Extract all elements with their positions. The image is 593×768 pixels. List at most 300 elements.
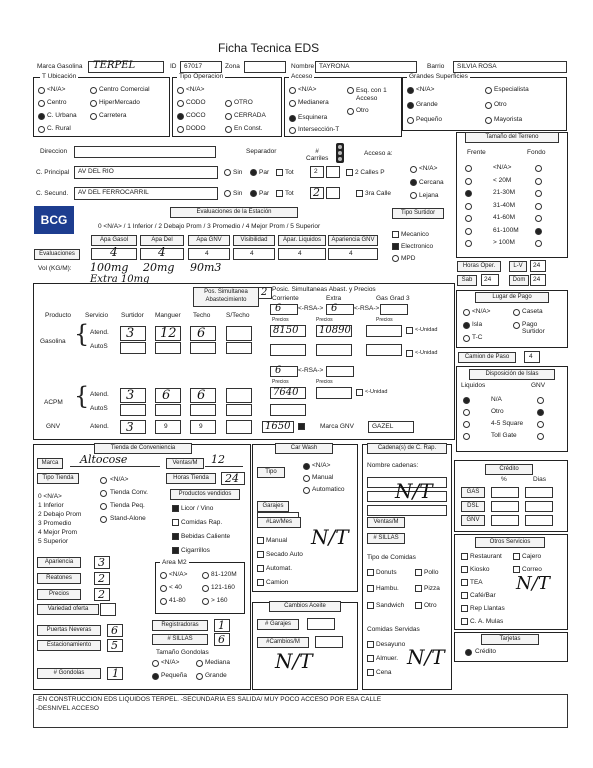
- cadena-nombre-field-3[interactable]: [367, 505, 447, 516]
- gnv-marca-field[interactable]: [368, 421, 414, 433]
- principal-carriles-field[interactable]: [310, 166, 324, 178]
- secundaria-value: AV DEL FERROCARRIL: [78, 189, 149, 196]
- pago-na-radio[interactable]: [463, 309, 470, 316]
- principal-par-radio[interactable]: [250, 169, 257, 176]
- operacion-dodo-radio[interactable]: [177, 126, 184, 133]
- terreno-frente-radio-3[interactable]: [465, 203, 472, 210]
- ubicacion-centro-label: Centro: [47, 99, 67, 106]
- operacion-group: [172, 73, 282, 137]
- acpm-unidad-check[interactable]: [356, 389, 363, 396]
- acpm-manguera-field[interactable]: [155, 388, 181, 403]
- area-41-label: 41-80: [169, 597, 186, 604]
- terreno-row-label-0: <N/A>: [493, 164, 512, 171]
- gas-techo-auto-field[interactable]: [190, 342, 216, 354]
- gas-autos-label: AutoS: [90, 343, 108, 350]
- ubicacion-carretera-label: Carretera: [99, 112, 127, 119]
- corriente-label: Corriente: [272, 295, 299, 302]
- secundaria-carriles-value: 2: [313, 186, 320, 199]
- surtidor-mpd-radio[interactable]: [392, 255, 399, 262]
- superficies-otro-label: Otro: [494, 101, 507, 108]
- acpm-precio-3-field[interactable]: [270, 404, 306, 416]
- operacion-na-radio[interactable]: [177, 87, 184, 94]
- gasolina-brace: {: [74, 320, 90, 348]
- cambios-garajes-field[interactable]: [307, 618, 335, 630]
- gnv-surtidor-field[interactable]: [120, 420, 146, 434]
- terreno-fondo-radio-0[interactable]: [535, 165, 542, 172]
- col-stecho: S/Techo: [226, 312, 250, 319]
- otros-check-3[interactable]: [513, 566, 520, 573]
- col-manguera: Manguer: [155, 312, 181, 319]
- eval-col-0: Apa Gasol: [91, 235, 137, 246]
- pago-surtidor-label: Pago Surtidor: [522, 321, 545, 335]
- area-na-radio[interactable]: [160, 572, 167, 579]
- otros-check-5[interactable]: [461, 592, 468, 599]
- tienda-sillas-value: 6: [218, 633, 225, 646]
- eval-value-field-3[interactable]: [233, 248, 275, 260]
- secundaria-carriles-field-2[interactable]: [326, 187, 340, 199]
- secundaria-par-label: Par: [259, 190, 270, 197]
- comida-pizza-check[interactable]: [415, 585, 422, 592]
- terreno-fondo-radio-3[interactable]: [535, 203, 542, 210]
- gnv-manguera-field[interactable]: [155, 420, 181, 434]
- id-label: ID: [170, 63, 177, 70]
- acpm-pos-value: 6: [275, 365, 282, 376]
- gnv-check[interactable]: [298, 423, 305, 430]
- apariencia-field[interactable]: [94, 556, 110, 569]
- secundaria-par-radio[interactable]: [250, 190, 257, 197]
- barrio-label: Barrio: [427, 63, 445, 70]
- acceso-na-radio[interactable]: [289, 87, 296, 94]
- secundaria-sin-radio[interactable]: [224, 190, 231, 197]
- principal-par-label: Par: [259, 169, 270, 176]
- terreno-row-label-4: 41-60M: [493, 214, 516, 221]
- terreno-row-label-1: < 20M: [493, 176, 512, 184]
- gnv-stecho-field[interactable]: [226, 420, 252, 434]
- gas-precio-c2-field[interactable]: [270, 344, 306, 356]
- acceso-title: Acceso: [291, 73, 313, 80]
- gnv-atend-label: Atend.: [90, 423, 109, 430]
- comida-donuts-label: Donuts: [376, 569, 397, 576]
- islas-liq-radio-2[interactable]: [463, 421, 470, 428]
- acpm-stecho-auto-field[interactable]: [226, 404, 252, 416]
- gnv-precio-field[interactable]: [262, 421, 294, 433]
- prod-cigarrillos-check[interactable]: [172, 547, 179, 554]
- direccion-field[interactable]: [74, 146, 216, 158]
- otros-check-2[interactable]: [461, 566, 468, 573]
- camion-label: Camion de Paso: [458, 352, 516, 363]
- nombre-value: TAYRONA: [319, 63, 350, 70]
- tienda-scale-1: 1 Inferior: [38, 502, 64, 509]
- islas-gnv-radio-0[interactable]: [537, 397, 544, 404]
- superficies-group: [402, 73, 567, 131]
- operacion-codo-radio[interactable]: [177, 100, 184, 107]
- area-title: Area M2: [162, 559, 187, 566]
- islas-gnv-radio-1[interactable]: [537, 409, 544, 416]
- registradoras-value: 1: [218, 619, 225, 632]
- surtidor-mpd-label: MPD: [401, 255, 416, 262]
- acpm-pos-field[interactable]: [270, 366, 298, 377]
- calles-p-check[interactable]: [346, 169, 353, 176]
- principal-field[interactable]: [74, 166, 218, 179]
- operacion-enconst-radio[interactable]: [225, 126, 232, 133]
- gas-pos-g-field[interactable]: [380, 304, 408, 315]
- otros-check-7[interactable]: [461, 618, 468, 625]
- gas-pos-c-field[interactable]: [270, 304, 298, 315]
- eval-value-field-5[interactable]: [328, 248, 378, 260]
- superficies-na-label: <N/A>: [416, 86, 435, 93]
- reatones-value: 2: [98, 572, 105, 585]
- terreno-frente-radio-4[interactable]: [465, 215, 472, 222]
- servicio-desayuno-check[interactable]: [367, 641, 374, 648]
- operacion-otro-radio[interactable]: [225, 100, 232, 107]
- tam-mediana-label: Mediana: [205, 659, 230, 666]
- marca-label: Marca Gasolina: [37, 63, 83, 70]
- gas-precio-c-value: 8150: [273, 325, 299, 336]
- secundaria-carriles-field[interactable]: [310, 187, 324, 199]
- gas-surtidor-field[interactable]: [120, 326, 146, 341]
- gas-precio-g2-field[interactable]: [366, 344, 402, 356]
- gnv-techo-field[interactable]: [190, 420, 216, 434]
- terreno-fondo-radio-6[interactable]: [535, 240, 542, 247]
- gas-manguera-auto-field[interactable]: [155, 342, 181, 354]
- carwash-tipo-label: Tipo: [257, 467, 285, 478]
- ubicacion-group: [33, 73, 170, 137]
- area-121-label: 121-160: [211, 584, 235, 591]
- surtidor-electronico-check[interactable]: [392, 243, 399, 250]
- prod-bebidas-check[interactable]: [172, 533, 179, 540]
- tam-pequena-radio[interactable]: [152, 673, 159, 680]
- terreno-row-label-5: 61-100M: [493, 226, 519, 234]
- tienda-tipo-stand-radio[interactable]: [100, 516, 107, 523]
- gas-surtidor-auto-field[interactable]: [120, 342, 146, 354]
- acceso-a-label: Acceso a:: [364, 150, 393, 157]
- pago-caseta-radio[interactable]: [513, 309, 520, 316]
- surtidor-electronico-label: Electronico: [401, 243, 434, 250]
- acpm-stecho-field[interactable]: [226, 388, 252, 403]
- surtidor-mecanico-check[interactable]: [392, 231, 399, 238]
- area-group: [155, 559, 245, 614]
- gas-unidad-check[interactable]: [406, 327, 413, 334]
- ubicacion-rural-radio[interactable]: [38, 126, 45, 133]
- gnv-manguera-value: 9: [164, 423, 168, 430]
- terreno-frente-radio-5[interactable]: [465, 228, 472, 235]
- credito-row-label-0: GAS: [461, 487, 485, 498]
- islas-gnv-radio-2[interactable]: [537, 421, 544, 428]
- acpm-manguera-auto-field[interactable]: [155, 404, 181, 416]
- barrio-field[interactable]: [453, 61, 567, 73]
- servicio-almuer-check[interactable]: [367, 655, 374, 662]
- principal-carriles-value: 2: [314, 168, 318, 175]
- cadena-nombre-label: Nombre cadenas:: [367, 462, 419, 469]
- gondolas-value: 1: [112, 667, 119, 680]
- tienda-tipo-peq-radio[interactable]: [100, 503, 107, 510]
- area-41-radio[interactable]: [160, 598, 167, 605]
- carwash-manual-radio[interactable]: [303, 475, 310, 482]
- comida-pollo-label: Pollo: [424, 569, 439, 576]
- credito-pct-field-0[interactable]: [491, 487, 519, 498]
- marca-field[interactable]: [88, 61, 164, 73]
- terreno-fondo-radio-4[interactable]: [535, 215, 542, 222]
- acpm-precio-2-field[interactable]: [316, 387, 352, 399]
- acceso-group: [284, 73, 402, 137]
- carwash-manual-label: Manual: [312, 474, 334, 481]
- islas-gnv-radio-3[interactable]: [537, 433, 544, 440]
- operacion-coco-radio[interactable]: [177, 113, 184, 120]
- terreno-frente-radio-2[interactable]: [465, 190, 472, 197]
- credito-dias-field-0[interactable]: [525, 487, 553, 498]
- otros-check-1[interactable]: [513, 553, 520, 560]
- terreno-frente-radio-1[interactable]: [465, 178, 472, 185]
- col-producto: Producto: [45, 312, 72, 319]
- comida-hambu-check[interactable]: [367, 585, 374, 592]
- superficies-pequeno-label: Pequeño: [416, 116, 443, 123]
- eval-value-0: 4: [110, 245, 118, 259]
- comida-sandwich-label: Sandwich: [376, 602, 405, 609]
- gas-manguera-field[interactable]: [155, 326, 181, 341]
- productos-vendidos-title: Productos vendidos: [170, 489, 240, 500]
- col-surtidor: Surtidor: [121, 312, 144, 319]
- carwash-garajes-label: Garajes: [257, 501, 289, 512]
- tam-na-radio[interactable]: [152, 660, 159, 667]
- credito-pct-field-2[interactable]: [491, 515, 519, 526]
- camion-field[interactable]: [524, 351, 540, 363]
- estac-label: Estacionamiento: [37, 640, 101, 651]
- lejana-radio[interactable]: [410, 192, 417, 199]
- secundaria-field[interactable]: [74, 187, 218, 200]
- principal-tot-label: Tot: [285, 169, 294, 176]
- gas-precio-e2-field[interactable]: [316, 344, 352, 356]
- islas-liq-radio-3[interactable]: [463, 433, 470, 440]
- operacion-cerrada-radio[interactable]: [225, 113, 232, 120]
- islas-opt-label-1: Otro: [491, 408, 504, 415]
- carwash-na-radio[interactable]: [303, 463, 310, 470]
- precios-field[interactable]: [94, 588, 110, 601]
- registradoras-field[interactable]: [214, 619, 230, 632]
- pago-isla-label: Isla: [472, 321, 483, 328]
- area-gt160-radio[interactable]: [202, 598, 209, 605]
- islas-group: [456, 366, 568, 452]
- reatones-field[interactable]: [94, 572, 110, 585]
- ubicacion-hiper-radio[interactable]: [90, 100, 97, 107]
- tienda-scale-4: 4 Mejor Prom: [38, 529, 78, 536]
- precios-value: 2: [98, 588, 105, 601]
- area-gt160-label: > 160: [211, 597, 228, 604]
- otros-label-5: Café/Bar: [470, 592, 496, 599]
- terreno-frente-radio-0[interactable]: [465, 165, 472, 172]
- credito-dias-field-1[interactable]: [525, 501, 553, 512]
- servicio-cena-check[interactable]: [367, 669, 374, 676]
- tam-grande-radio[interactable]: [196, 673, 203, 680]
- comments-box[interactable]: [33, 694, 568, 728]
- terreno-fondo-radio-2[interactable]: [535, 190, 542, 197]
- ubicacion-ccomercial-radio[interactable]: [90, 87, 97, 94]
- terreno-frente-radio-6[interactable]: [465, 240, 472, 247]
- calle3-check[interactable]: [356, 190, 363, 197]
- prod-licor-check[interactable]: [172, 505, 179, 512]
- operacion-title: Tipo Operacion: [179, 73, 224, 80]
- pago-tc-radio[interactable]: [463, 335, 470, 342]
- apariencia-value: 3: [98, 556, 105, 569]
- area-lt40-radio[interactable]: [160, 585, 167, 592]
- carwash-auto-radio[interactable]: [303, 487, 310, 494]
- acceso-esquinera-radio[interactable]: [289, 115, 296, 122]
- acpm-brace: {: [74, 382, 90, 410]
- operacion-enconst-label: En Const.: [234, 125, 263, 132]
- acceso-otro-radio[interactable]: [347, 108, 354, 115]
- cambios-nt: N/T: [275, 649, 313, 673]
- acpm-pos-2-field[interactable]: [326, 366, 354, 377]
- acceso-interseccion-radio[interactable]: [289, 127, 296, 134]
- acpm-surtidor-auto-field[interactable]: [120, 404, 146, 416]
- surtidor-mecanico-label: Mecanico: [401, 231, 429, 238]
- otros-label-1: Cajero: [522, 553, 542, 560]
- gas-unidad2-check[interactable]: [406, 350, 413, 357]
- principal-carriles-field-2[interactable]: [326, 166, 340, 178]
- gas-precio-g-field[interactable]: [366, 325, 402, 337]
- terreno-fondo-label: Fondo: [527, 149, 546, 156]
- prod-comidas-check[interactable]: [172, 519, 179, 526]
- tienda-sillas-field[interactable]: [214, 633, 230, 646]
- pago-caseta-label: Caseta: [522, 308, 543, 315]
- gas-stecho-field[interactable]: [226, 326, 252, 341]
- vol-gasolina-value: 100mg: [90, 261, 129, 274]
- gas-atend-label: Atend.: [90, 329, 109, 336]
- acpm-precio-value: 7640: [273, 387, 299, 398]
- acpm-techo-auto-field[interactable]: [190, 404, 216, 416]
- islas-liq-radio-0[interactable]: [463, 397, 470, 404]
- carwash-secado-check[interactable]: [257, 551, 264, 558]
- tienda-tipo-na-radio[interactable]: [100, 477, 107, 484]
- acpm-surtidor-field[interactable]: [120, 388, 146, 403]
- pos-simult-field[interactable]: [258, 287, 272, 299]
- gas-precios-c-label: Precios: [272, 317, 289, 323]
- nombre-field[interactable]: [315, 61, 417, 73]
- tarjeta-credito-radio[interactable]: [465, 649, 472, 656]
- posic-header: Posic. Simultaneas Abast. y Precios: [272, 286, 376, 293]
- comments-line-1: -EN CONSTRUCCION EDS LIQUIDOS TERPEL. -SECUNDARIA ES SALIDA/ MUY POCO ACCESO POR ESA CALLE: [36, 696, 382, 703]
- gas-stecho-auto-field[interactable]: [226, 342, 252, 354]
- carwash-manual-check[interactable]: [257, 537, 264, 544]
- estac-field[interactable]: [107, 639, 123, 652]
- cambios-m-field[interactable]: [315, 636, 343, 648]
- ubicacion-carretera-radio[interactable]: [90, 113, 97, 120]
- comida-pollo-check[interactable]: [415, 569, 422, 576]
- islas-liquidos-label: Liquidos: [461, 382, 486, 389]
- comida-donuts-check[interactable]: [367, 569, 374, 576]
- tienda-ventas-field[interactable]: [205, 453, 243, 467]
- area-121-radio[interactable]: [202, 585, 209, 592]
- gondolas-field[interactable]: [107, 667, 123, 680]
- credito-pct-field-1[interactable]: [491, 501, 519, 512]
- tienda-horas-value: 24: [225, 472, 239, 485]
- cercana-radio[interactable]: [410, 179, 417, 186]
- pos-simult-value: 2: [261, 287, 268, 298]
- acpm-manguera-value: 6: [162, 388, 171, 403]
- gas-pos-e-value: 6: [331, 303, 338, 314]
- acpm-precio-field[interactable]: [270, 387, 306, 399]
- superficies-na-radio[interactable]: [407, 87, 414, 94]
- gas-techo-value: 6: [197, 326, 206, 341]
- comida-pizza-label: Pizza: [424, 585, 440, 592]
- comida-otro-check[interactable]: [415, 602, 422, 609]
- gas-pos-e-field[interactable]: [326, 304, 354, 315]
- apariencia-label: Apariencia: [37, 557, 81, 568]
- ubicacion-na-label: <N/A>: [47, 86, 66, 93]
- eval-col-3: Visibilidad: [233, 235, 275, 246]
- credito-dias-field-2[interactable]: [525, 515, 553, 526]
- carwash-automat-check[interactable]: [257, 565, 264, 572]
- eval-value-field-4[interactable]: [278, 248, 326, 260]
- tienda-tipo-conv-radio[interactable]: [100, 490, 107, 497]
- tienda-tipo-na-label: <N/A>: [110, 476, 129, 483]
- horas-lv-field[interactable]: [530, 260, 546, 272]
- gas-precio-e-field[interactable]: [316, 325, 352, 337]
- otros-check-4[interactable]: [461, 579, 468, 586]
- acceso-esq1-radio[interactable]: [347, 87, 354, 94]
- ubicacion-centro-radio[interactable]: [38, 100, 45, 107]
- ubicacion-urbana-radio[interactable]: [38, 113, 45, 120]
- col-servicio: Servicio: [85, 312, 109, 319]
- operacion-dodo-label: DODO: [186, 125, 206, 132]
- superficies-especialista-radio[interactable]: [485, 87, 492, 94]
- variedad-field[interactable]: [100, 603, 116, 616]
- terreno-fondo-radio-5[interactable]: [535, 228, 542, 235]
- pago-isla-radio[interactable]: [463, 322, 470, 329]
- zona-field[interactable]: [244, 61, 286, 73]
- id-field[interactable]: [180, 61, 222, 73]
- horas-sab-field[interactable]: [481, 274, 499, 286]
- tam-mediana-radio[interactable]: [196, 660, 203, 667]
- secundaria-tot-check[interactable]: [276, 190, 283, 197]
- puertas-field[interactable]: [107, 624, 123, 637]
- cambios-section: [252, 602, 358, 690]
- principal-sin-radio[interactable]: [224, 169, 231, 176]
- otros-check-6[interactable]: [461, 605, 468, 612]
- otros-check-0[interactable]: [461, 553, 468, 560]
- superficies-otro-radio[interactable]: [485, 102, 492, 109]
- superficies-pequeno-radio[interactable]: [407, 117, 414, 124]
- evaluaciones-scale: 0 <N/A> / 1 Inferior / 2 Debajo Prom / 3 Promedio / 4 Mejor Prom / 5 Superior: [98, 223, 321, 230]
- principal-tot-check[interactable]: [276, 169, 283, 176]
- tienda-horas-field[interactable]: [221, 472, 245, 485]
- comida-sandwich-check[interactable]: [367, 602, 374, 609]
- horas-dom-field[interactable]: [530, 274, 546, 286]
- gas-manguera-value: 12: [160, 326, 177, 341]
- eval-value-field-2[interactable]: [188, 248, 230, 260]
- acpm-techo-field[interactable]: [190, 388, 216, 403]
- superficies-mayorista-radio[interactable]: [485, 117, 492, 124]
- cadena-title: Cadena(s) de C. Rap.: [367, 443, 447, 454]
- ubicacion-na-radio[interactable]: [38, 87, 45, 94]
- area-81-radio[interactable]: [202, 572, 209, 579]
- tienda-marca-field[interactable]: [70, 453, 160, 467]
- acceso-medianera-radio[interactable]: [289, 100, 296, 107]
- evaluaciones-title: Evaluaciones de la Estación: [170, 207, 298, 218]
- superficies-grande-radio[interactable]: [407, 102, 414, 109]
- islas-liq-radio-1[interactable]: [463, 409, 470, 416]
- credito-row-label-1: DSL: [461, 501, 485, 512]
- carwash-camion-check[interactable]: [257, 579, 264, 586]
- gas-precios-e-label: Precios: [316, 317, 333, 323]
- reatones-label: Reatones: [37, 573, 81, 584]
- terreno-fondo-radio-1[interactable]: [535, 178, 542, 185]
- gas-precio-c-field[interactable]: [270, 325, 306, 337]
- pago-surtidor-radio[interactable]: [513, 322, 520, 329]
- horas-label: Horas Oper.: [457, 261, 501, 272]
- acceso-na2-radio[interactable]: [410, 166, 417, 173]
- eval-value-5: 4: [349, 250, 353, 257]
- gas-techo-field[interactable]: [190, 326, 216, 341]
